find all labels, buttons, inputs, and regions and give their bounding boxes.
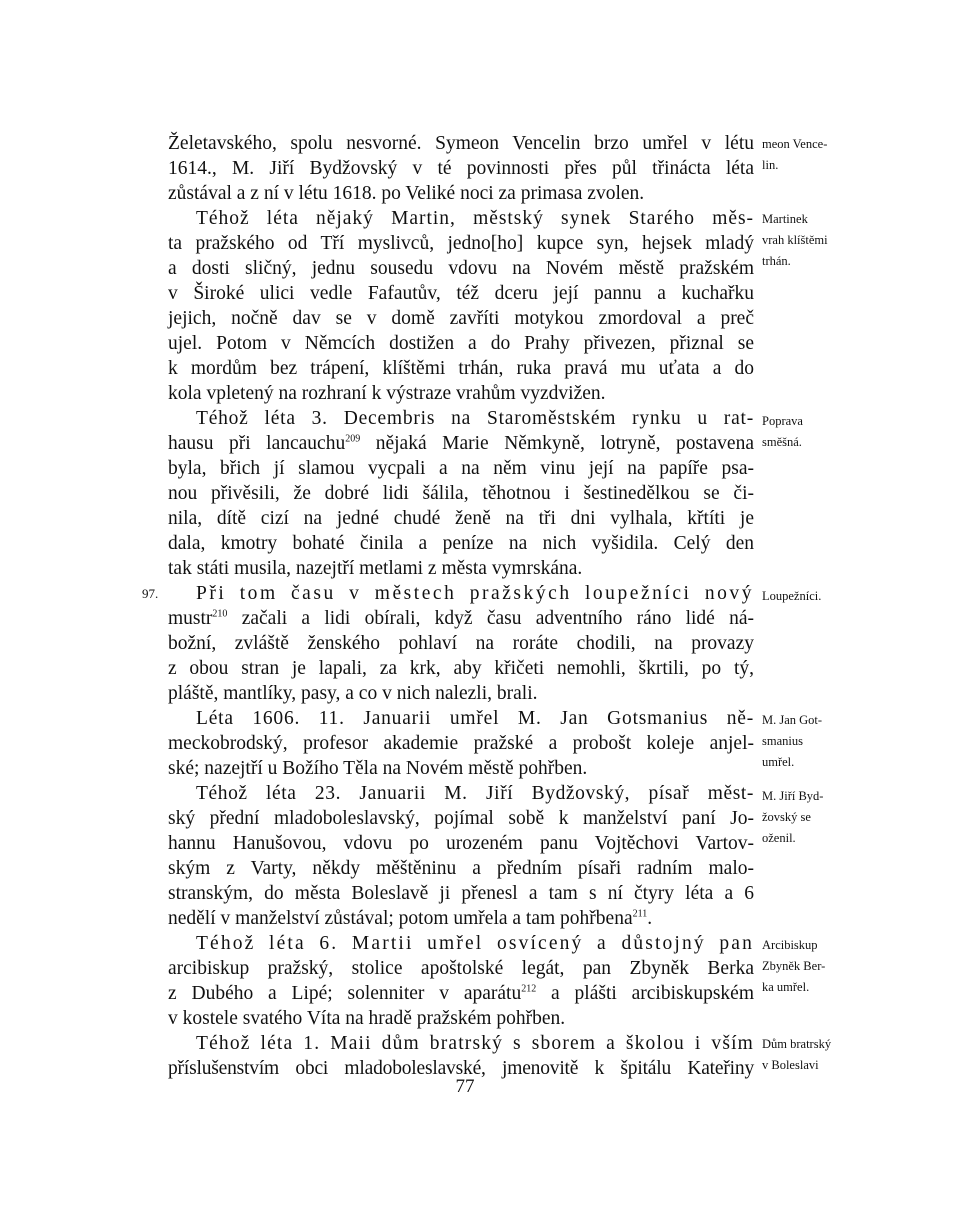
- margin-note-line: v Boleslavi: [762, 1058, 819, 1072]
- text-line: dala, kmotry bohaté činila a peníze na nich vyšidila. Celý den: [168, 533, 754, 554]
- margin-note: [762, 710, 862, 773]
- text-line: božní, zvláště ženského pohlaví na roráte chodili, na provazy: [168, 633, 754, 654]
- text-line: meckobrodský, profesor akademie pražské a probošt koleje anjel-: [168, 733, 754, 754]
- margin-note: [762, 1034, 862, 1076]
- text-line: Želetavského, spolu nesvorné. Symeon Vencelin brzo umřel v létu: [168, 133, 754, 154]
- text-line: arcibiskup pražský, stolice apoštolské legát, pan Zbyněk Berka: [168, 958, 754, 979]
- text-fragment: mustr: [168, 608, 213, 629]
- text-line: Téhož léta 23. Januarii M. Jiří Bydžovský, písař měst-: [196, 783, 754, 804]
- text-line: Téhož léta nějaký Martin, městský synek Starého měs-: [196, 208, 754, 229]
- margin-note-line: směšná.: [762, 435, 802, 449]
- text-line: ským z Varty, někdy měštěninu a předním písaři radním malo-: [168, 858, 754, 879]
- footnote-ref: 212: [521, 983, 537, 995]
- text-line: [168, 982, 754, 1006]
- text-line: ský přední mladoboleslavský, pojímal sobě k manželství paní Jo-: [168, 808, 754, 829]
- text-fragment: začali a lidi obírali, když času adventního ráno lidé ná-: [241, 608, 754, 629]
- text-line: stranským, do města Boleslavě ji přenesl a tam s ní čtyry léta a 6: [168, 883, 754, 904]
- margin-note-line: trhán.: [762, 254, 791, 268]
- text-line: nila, dítě cizí na jedné chudé ženě na tři dni vylhala, křtíti je: [168, 508, 754, 529]
- text-line: příslušenstvím obci mladoboleslavské, jmenovitě k špitálu Kateřiny: [168, 1058, 754, 1079]
- margin-note-line: ka umřel.: [762, 980, 810, 994]
- margin-note-line: žovský se: [762, 810, 811, 824]
- text-line: ujel. Potom v Němcích dostižen a do Prahy přivezen, přiznal se: [168, 333, 754, 354]
- text-line: nedělí v manželství zůstával; potom umřela a tam pohřbena$^{211}$.: [168, 908, 653, 929]
- margin-note-line: M. Jan Got-: [762, 713, 823, 727]
- margin-note-line: Loupežníci.: [762, 589, 822, 603]
- text-line: nou přivěsili, že dobré lidi šálila, těhotnou i šestinedělkou se či-: [168, 483, 754, 504]
- text-line: byla, břich jí slamou vycpali a na něm vinu její na papíře psa-: [168, 458, 754, 479]
- text-fragment: nějaká Marie Němkyně, lotryně, postavena: [375, 433, 754, 454]
- margin-note-line: Arcibiskup: [762, 938, 818, 952]
- margin-note-line: Poprava: [762, 414, 803, 428]
- text-line: Téhož léta 6. Martii umřel osvícený a důstojný pan: [196, 933, 754, 954]
- footnote-ref: 209: [345, 433, 361, 445]
- text-line: z obou stran je lapali, za krk, aby křičeti nemohli, škrtili, po tý,: [168, 658, 754, 679]
- text-line: zůstával a z ní v létu 1618. po Veliké noci za primasa zvolen.: [168, 183, 645, 204]
- text-line: kola vpletený na rozhraní k výstraze vrahům vyzdvižen.: [168, 383, 606, 404]
- margin-note: [762, 786, 862, 849]
- text-line: jejich, nočně dav se v domě zavříti motykou zmordoval a preč: [168, 308, 754, 329]
- margin-note: [762, 134, 862, 176]
- margin-note: [762, 411, 862, 453]
- text-line: 1614., M. Jiří Bydžovský v té povinnosti přes půl třinácta léta: [168, 158, 754, 179]
- margin-note-line: M. Jiří Byd-: [762, 789, 824, 803]
- text-line: a dosti sličný, jednu sousedu vdovu na Novém městě pražském: [168, 258, 754, 279]
- text-line: ta pražského od Tří myslivců, jedno[ho] kupce syn, hejsek mladý: [168, 233, 754, 254]
- text-fragment: a plášti arcibiskupském: [551, 983, 754, 1004]
- margin-note-line: meon Vence-: [762, 137, 828, 151]
- text-line: hannu Hanušovou, vdovu po urozeném panu Vojtěchovi Vartov-: [168, 833, 754, 854]
- footnote-ref: 211: [632, 908, 648, 920]
- text-line: Téhož léta 1. Maii dům bratrský s sborem a školou i vším: [196, 1033, 754, 1054]
- text-fragment: hausu při lancauchu: [168, 433, 346, 454]
- margin-note: [762, 586, 862, 607]
- text-line: Při tom času v městech pražských loupežníci nový: [196, 583, 754, 604]
- text-line: [168, 607, 754, 631]
- text-line: tak státi musila, nazejtří metlami z města vymrskána.: [168, 558, 583, 579]
- page-number: 77: [455, 1076, 475, 1097]
- text-fragment: z Dubého a Lipé; solenniter v aparátu: [168, 983, 522, 1004]
- text-fragment: nedělí v manželství zůstával; potom umřela a tam pohřbena: [168, 908, 633, 929]
- margin-note-line: smanius: [762, 734, 803, 748]
- text-line: Léta 1606. 11. Januarii umřel M. Jan Gotsmanius ně-: [196, 708, 754, 729]
- text-line: v Široké ulici vedle Fafautův, též dceru její pannu a kuchařku: [168, 283, 754, 304]
- margin-number: 97.: [142, 586, 159, 601]
- margin-note: [762, 935, 862, 998]
- footnote-ref: 210: [212, 608, 228, 620]
- text-line: [168, 432, 754, 456]
- margin-note-line: lin.: [762, 158, 779, 172]
- text-line: pláště, mantlíky, pasy, a co v nich nalezli, brali.: [168, 683, 538, 704]
- margin-note-line: Dům bratrský: [762, 1037, 832, 1051]
- margin-note-line: umřel.: [762, 755, 795, 769]
- margin-note-line: vrah klíštěmi: [762, 233, 828, 247]
- margin-note: [762, 209, 862, 272]
- text-line: Téhož léta 3. Decembris na Staroměstském rynku u rat-: [196, 408, 754, 429]
- margin-note-line: Zbyněk Ber-: [762, 959, 826, 973]
- text-line: k mordům bez trápení, klíštěmi trhán, ruka pravá mu uťata a do: [168, 358, 754, 379]
- text-line: v kostele svatého Víta na hradě pražském pohřben.: [168, 1008, 566, 1029]
- margin-note-line: oženil.: [762, 831, 796, 845]
- margin-note-line: Martinek: [762, 212, 808, 226]
- text-line: ské; nazejtří u Božího Těla na Novém městě pohřben.: [168, 758, 588, 779]
